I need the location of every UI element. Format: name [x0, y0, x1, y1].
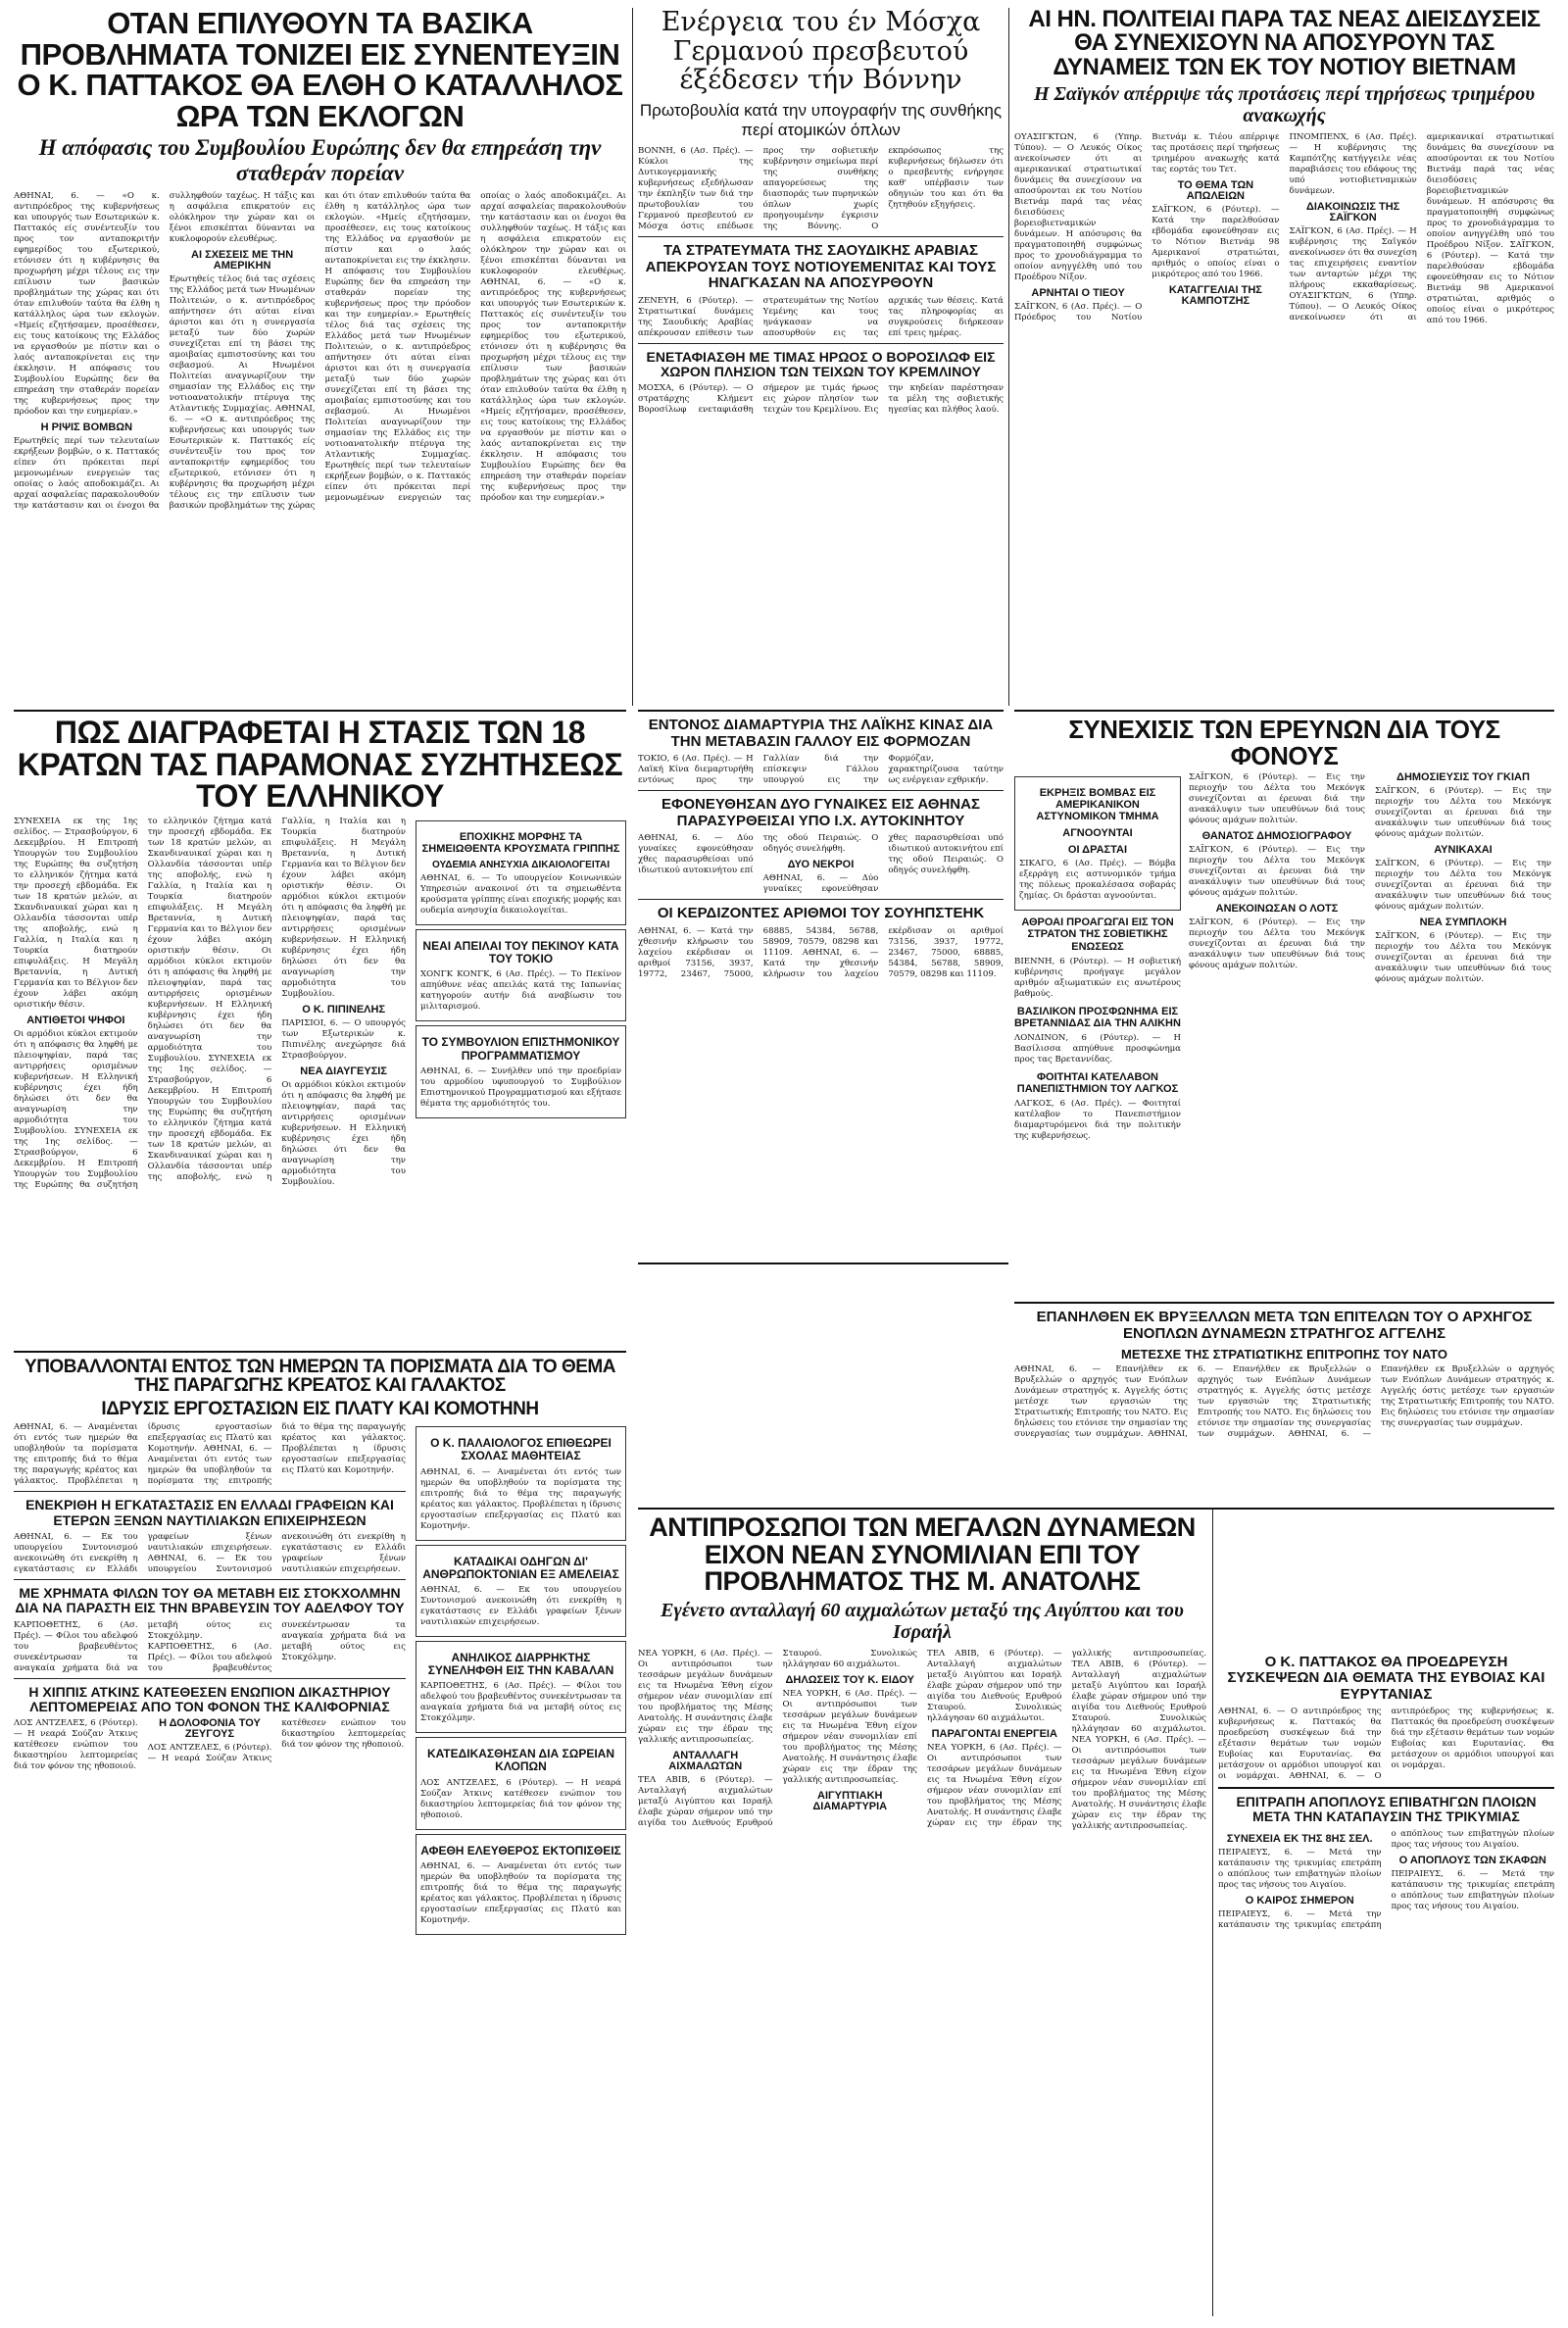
lower-left-boxes — [416, 1422, 626, 1939]
lagos-body: ΛΑΓΚΟΣ, 6 (Ασ. Πρές). — Φοιτηταί κατέλαβον το Πανεπιστήμιον διαμαρτυρόμενοι διά την πολιτικήν της κυβερνήσεως. — [1014, 1098, 1181, 1141]
divider — [638, 1263, 1008, 1264]
divider — [14, 1678, 406, 1679]
top-right-headline: ΑΙ ΗΝ. ΠΟΛΙΤΕΙΑΙ ΠΑΡΑ ΤΑΣ ΝΕΑΣ ΔΙΕΙΣΔΥΣΕΙΣ ΘΑ ΣΥΝΕΧΙΣΟΥΝ ΝΑ ΑΠΟΣΥΡΟΥΝ ΤΑΣ ΔΥΝΑΜΕΙΣ ΤΩΝ ΕΚ ΤΟΥ ΝΟΤΙΟΥ ΒΙΕΤΝΑΜ — [1028, 8, 1541, 80]
mid-left-text-repeat2: Οι αρμόδιοι κύκλοι εκτιμούν ότι η απόφασις θα ληφθή με πλειοψηφίαν, παρά τας αντιρρήσεις ορισμένων κυβερνήσεων. Η Ελληνική κυβέρνησις έχει ήδη δηλώσει ότι δεν θα αναγνωρίση την αρμοδιότητα του Συμβουλίου. — [147, 945, 272, 1064]
nato-subhead: ΜΕΤΕΣΧΕ ΤΗΣ ΣΤΡΑΤΙΩΤΙΚΗΣ ΕΠΙΤΡΟΠΗΣ ΤΟΥ ΝΑΤΟ — [1121, 1347, 1447, 1362]
mid-right-text4: ΣΑΪΓΚΟΝ, 6 (Ρόυτερ). — Εις την περιοχήν του Δέλτα του Μεκόνγκ συνεχίζονται αι έρευναι διά την ανακάλυψιν των υπευθύνων διά τους φόνους αμάχων πολιτών. — [1375, 786, 1551, 840]
top-right-sub2: ΤΟ ΘΕΜΑ ΤΩΝ ΑΠΩΛΕΙΩΝ — [1177, 179, 1254, 203]
mid-right-body — [1189, 772, 1551, 985]
top-mid-headline: Ενέργεια του έν Μόσχα Γερμανού πρεσβευτού έξέδεσεν τήν Βόννην — [661, 8, 981, 96]
released-title: ΑΦΕΘΗ ΕΛΕΥΘΕΡΟΣ ΕΚΤΟΠΙΣΘΕΙΣ — [420, 1843, 621, 1857]
top-mid-section — [638, 8, 1004, 706]
mid-left-sub-pipinelis: Ο Κ. ΠΙΠΙΝΕΛΗΣ — [302, 1003, 386, 1015]
lower-left-main — [14, 1422, 406, 1776]
divider — [14, 1351, 626, 1353]
drivers-title: ΚΑΤΑΔΙΚΑΙ ΟΔΗΓΩΝ ΔΙ' ΑΝΘΡΩΠΟΚΤΟΝΙΑΝ ΕΞ ΑΜΕΛΕΙΑΣ — [422, 1554, 619, 1581]
mid-center-stack — [638, 710, 1004, 1259]
nato-text: ΑΘΗΝΑΙ, 6. — Επανήλθεν εκ Βρυξελλών ο αρχηγός των Ενόπλων Δυνάμεων στρατηγός κ. Αγγελής όστις μετέσχε των εργασιών της Στρατιωτικής Επιτροπής του ΝΑΤΟ. Εις δηλώσεις του ετόνισε την σημασίαν της συνεργασίας των συμμάχων. — [1014, 1364, 1188, 1439]
accident-sub: ΔΥΟ ΝΕΚΡΟΙ — [787, 859, 855, 870]
meat-text-repeat: ΑΘΗΝΑΙ, 6. — Αναμένεται ότι εντός των ημερών θα υποβληθούν τα πορίσματα της επιτροπής διά το θέμα της παραγωγής κρέατος και γάλακτος. Προβλέπεται η ίδρυσις εργοστασίων επεξεργασίας εις Πλατύ και Κομοτηνήν. — [147, 1422, 406, 1487]
divider — [638, 236, 1004, 237]
paleologos-body: ΑΘΗΝΑΙ, 6. — Αναμένεται ότι εντός των ημερών θα υποβληθούν τα πορίσματα της επιτροπής διά το θέμα της παραγωγής κρέατος και γάλακτος. Προβλέπεται η ίδρυσις εργοστασίων επεξεργασίας εις Πλατύ και Κομοτηνήν. — [420, 1466, 621, 1531]
lottery-headline: ΟΙ ΚΕΡΔΙΖΟΝΤΕΣ ΑΡΙΘΜΟΙ ΤΟΥ ΣΟΥΗΠΣΤΕΗΚ — [657, 905, 985, 921]
accident-text: ΑΘΗΝΑΙ, 6. — Δύο γυναίκες εφονεύθησαν χθες παρασυρθείσαι υπό ιδιωτικού αυτοκινήτου επί της οδού Πειραιώς. Ο οδηγός συνελήφθη. — [638, 833, 879, 875]
accident-body — [638, 833, 1004, 895]
column-rule — [1212, 1508, 1213, 2316]
mid-right-left-stack — [1014, 772, 1181, 1146]
divider — [638, 899, 1004, 900]
nato-section — [1014, 1302, 1554, 1503]
burglar-title: ΑΝΗΛΙΚΟΣ ΔΙΑΡΡΗΚΤΗΣ ΣΥΝΕΛΗΦΘΗ ΕΙΣ ΤΗΝ ΚΑΒΑΛΑΝ — [427, 1650, 614, 1678]
nato-body — [1014, 1364, 1554, 1440]
divider — [638, 710, 1004, 712]
bomb-box — [1014, 776, 1181, 911]
stockholm-text: ΚΑΡΠΟΘΕΤΗΣ, 6 (Ασ. Πρές). — Φίλοι του αδελφού του βραβευθέντος συνεκέντρωσαν τα αναγκαία χρήματα διά να μεταβή ούτος εις Στοκχόλμην. — [14, 1619, 272, 1673]
accident-headline: ΕΦΟΝΕΥΘΗΣΑΝ ΔΥΟ ΓΥΝΑΙΚΕΣ ΕΙΣ ΑΘΗΝΑΣ ΠΑΡΑΣΥΡΘΕΙΣΑΙ ΥΠΟ Ι.Χ. ΑΥΤΟΚΙΝΗΤΟΥ — [662, 796, 980, 829]
top-right-text5: ΣΑΪΓΚΟΝ, 6 (Ασ. Πρές). — Η κυβέρνησις της Σαϊγκόν ανεκοίνωσεν ότι θα συνεχίση τας επιχειρήσεις εναντίον των ανταρτών μέχρι της πλήρους εκκαθαρίσεως. — [1289, 226, 1417, 291]
ships-sub4: Ο ΑΠΟΠΛΟΥΣ ΤΩΝ ΣΚΑΦΩΝ — [1398, 1854, 1546, 1866]
burglar-box — [416, 1641, 626, 1733]
atkins-body — [14, 1718, 406, 1772]
mideast-sub1: ΑΝΤΑΛΛΑΓΗ ΑΙΧΜΑΛΩΤΩΝ — [668, 1749, 743, 1772]
lottery-body — [638, 926, 1004, 980]
mid-right-sub4: ΑΥΝΙΚΑΧΑΙ — [1434, 844, 1493, 857]
divider — [638, 343, 1004, 344]
ships-text3: ΠΕΙΡΑΙΕΥΣ, 6. — Μετά την κατάπαυσιν της τρικυμίας επετράπη ο απόπλους των επιβατηγών πλοίων προς τας νήσους του Αιγαίου. — [1391, 1868, 1554, 1911]
bomb-box-body: ΣΙΚΑΓΟ, 6 (Ασ. Πρές). — Βόμβα εξερράγη εις αστυνομικόν τμήμα της πόλεως προκαλέσασα σοβαράς ζημίας. Οι δράσται αγνοούνται. — [1019, 859, 1176, 902]
mid-left-section — [14, 710, 626, 1347]
released-box — [416, 1834, 626, 1935]
nato-text-repeat2: ΑΘΗΝΑΙ, 6. — Επανήλθεν εκ Βρυξελλών ο αρχηγός των Ενόπλων Δυνάμεων στρατηγός κ. Αγγελής όστις μετέσχε των εργασιών της Στρατιωτικής Επιτροπής του ΝΑΤΟ. Εις δηλώσεις του ετόνισε την σημασίαν της συνεργασίας των συμμάχων. — [1288, 1364, 1554, 1439]
drivers-body: ΑΘΗΝΑΙ, 6. — Εκ του υπουργείου Συντονισμού ανεκοινώθη ότι ενεκρίθη η εγκατάστασις εν Ελλάδι γραφείων ξένων ναυτιλιακών επιχειρήσεων. — [420, 1584, 621, 1627]
mid-left-text2: Οι αρμόδιοι κύκλοι εκτιμούν ότι η απόφασις θα ληφθή με πλειοψηφίαν, παρά τας αντιρρήσεις ορισμένων κυβερνήσεων. Η Ελληνική κυβέρνησις έχει ήδη δηλώσει ότι δεν θα αναγνωρίση την αρμοδιότητα του Συμβουλίου. — [14, 1028, 138, 1136]
shipping-text: ΑΘΗΝΑΙ, 6. — Εκ του υπουργείου Συντονισμού ανεκοινώθη ότι ενεκρίθη η εγκατάστασις εν Ελλάδι γραφείων ξένων ναυτιλιακών επιχειρήσεων. — [14, 1531, 272, 1574]
mid-left-text: ΣΥΝΕΧΕΙΑ εκ της 1ης σελίδος. — Στρασβούργον, 6 Δεκεμβρίου. Η Επιτροπή Υπουργών του Συμβουλίου της Ευρώπης θα συζητήση το ελληνικόν ζήτημα κατά την προσεχή εβδομάδα. Εκ των 18 κρατών μελών, αι Σκανδιναυικαί χώραι και η Ολλανδία τάσσονται υπέρ της αποβολής, ενώ η Γαλλία, η Ιταλία και η Τουρκία διατηρούν επιφυλάξεις. Η Μεγάλη Βρεταννία, η Δυτική Γερμανία και το Βέλγιον δεν έχουν λάβει ακόμη οριστικήν θέσιν. — [14, 816, 138, 1010]
mideast-text3: ΝΕΑ ΥΟΡΚΗ, 6 (Ασ. Πρές). — Οι αντιπρόσωποι των τεσσάρων μεγάλων δυνάμεων εις τα Ηνωμένα Έθνη είχον σήμερον νέαν συνομιλίαν επί του προβλήματος της Μέσης Ανατολής. Η συνάντησις έλαβε χώραν εις την έδραν της γαλλικής αντιπροσωπείας. — [782, 1688, 917, 1785]
top-left-text2: Ερωτηθείς περί των τελευταίων εκρήξεων βομβών, ο κ. Παττακός είπεν ότι πρόκειται περί μεμονωμένων ενεργειών τας οποίας ο λαός αποδοκιμάζει. Αι αρχαί ασφαλείας παρακολουθούν την κατάστασιν και οι ένοχοι θα συλληφθούν ταχέως. Η τάξις και η ασφάλεια επικρατούν εις ολόκληρον την χώραν και οι ξένοι επισκέπται δύνανται να κυκλοφορούν ελευθέρως. — [14, 191, 316, 512]
mid-left-headline: ΠΩΣ ΔΙΑΓΡΑΦΕΤΑΙ Η ΣΤΑΣΙΣ ΤΩΝ 18 ΚΡΑΤΩΝ ΤΑΣ ΠΑΡΑΜΟΝΑΣ ΣΥΖΗΤΗΣΕΩΣ ΤΟΥ ΕΛΛΗΝΙΚΟΥ — [17, 715, 623, 815]
shipping-text-repeat: ΑΘΗΝΑΙ, 6. — Εκ του υπουργείου Συντονισμού ανεκοινώθη ότι ενεκρίθη η εγκατάστασις εν Ελλάδι γραφείων ξένων ναυτιλιακών επιχειρήσεων. — [147, 1531, 406, 1574]
released-body: ΑΘΗΝΑΙ, 6. — Αναμένεται ότι εντός των ημερών θα υποβληθούν τα πορίσματα της επιτροπής διά το θέμα της παραγωγής κρέατος και γάλακτος. Προβλέπεται η ίδρυσις εργοστασίων επεξεργασίας εις Πλατύ και Κομοτηνήν. — [420, 1860, 621, 1925]
mideast-sub3: ΑΙΓΥΠΤΙΑΚΗ ΔΙΑΜΑΡΤΥΡΙΑ — [812, 1789, 888, 1812]
atkins-sub: Η ΔΟΛΟΦΟΝΙΑ ΤΟΥ ΖΕΥΓΟΥΣ — [159, 1717, 261, 1741]
flu-box — [416, 820, 626, 925]
china-body: ΤΟΚΙΟ, 6 (Ασ. Πρές). — Η Λαϊκή Κίνα διεμαρτυρήθη εντόνως προς την Γαλλίαν διά την επίσκεψιν Γάλλου υπουργού εις την Φορμόζαν, χαρακτηρίζουσα ταύτην ως ενέργειαν εχθρικήν. — [638, 754, 1004, 785]
meat-text: ΑΘΗΝΑΙ, 6. — Αναμένεται ότι εντός των ημερών θα υποβληθούν τα πορίσματα της επιτροπής διά το θέμα της παραγωγής κρέατος και γάλακτος. Προβλέπεται η ίδρυσις εργοστασίων επεξεργασίας εις Πλατύ και Κομοτηνήν. — [14, 1422, 272, 1487]
top-left-body — [14, 191, 626, 512]
mid-left-text-repeat3: ΣΥΝΕΧΕΙΑ εκ της 1ης σελίδος. — Στρασβούργον, 6 Δεκεμβρίου. Η Επιτροπή Υπουργών του Συμβουλίου της Ευρώπης θα συζητήση το ελληνικόν ζήτημα κατά την προσεχή εβδομάδα. Εκ των 18 κρατών μελών, αι Σκανδιναυικαί χώραι και η Ολλανδία τάσσονται υπέρ της αποβολής, ενώ η Γαλλία, η Ιταλία και η Τουρκία διατηρούν επιφυλάξεις. Η Μεγάλη Βρεταννία, η Δυτική Γερμανία και το Βέλγιον δεν έχουν λάβει ακόμη οριστικήν θέσιν. — [147, 816, 406, 1182]
top-mid-headline3: ΕΝΕΤΑΦΙΑΣΘΗ ΜΕ ΤΙΜΑΣ ΗΡΩΟΣ Ο ΒΟΡΟΣΙΛΩΦ ΕΙΣ ΧΩΡΟΝ ΠΛΗΣΙΟΝ ΤΩΝ ΤΕΙΧΩΝ ΤΟΥ ΚΡΕΜΛΙΝΟΥ — [646, 348, 996, 379]
mideast-sub2: ΔΗΛΩΣΕΙΣ ΤΟΥ Κ. ΕΙΔΟΥ — [785, 1673, 914, 1686]
atkins-headline: Η ΧΙΠΠΙΣ ΑΤΚΙΝΣ ΚΑΤΕΘΕΣΕΝ ΕΝΩΠΙΟΝ ΔΙΚΑΣΤΗΡΙΟΥ ΛΕΠΤΟΜΕΡΕΙΑΣ ΑΠΟ ΤΟΝ ΦΟΝΟΝ ΤΗΣ ΚΑΛΙΦΟΡΝΙΑΣ — [28, 1683, 391, 1715]
mideast-body — [638, 1649, 1206, 1832]
burglar-body: ΚΑΡΠΟΘΕΤΗΣ, 6 (Ασ. Πρές). — Φίλοι του αδελφού του βραβευθέντος συνεκέντρωσαν τα αναγκαία χρήματα διά να μεταβή ούτος εις Στοκχόλμην. — [420, 1681, 621, 1724]
divider — [1218, 1787, 1554, 1789]
mid-right-text5: ΣΑΪΓΚΟΝ, 6 (Ρόυτερ). — Εις την περιοχήν του Δέλτα του Μεκόνγκ συνεχίζονται αι έρευναι διά την ανακάλυψιν των υπευθύνων διά τους φόνους αμάχων πολιτών. — [1375, 859, 1551, 913]
top-left-text-repeat: ΑΘΗΝΑΙ, 6. — «Ο κ. αντιπρόεδρος της κυβερνήσεως και υπουργός των Εσωτερικών κ. Παττακός είς συνέντευξίν του προς τον ανταποκριτήν εφημερίδος του εξωτερικού, ετόνισεν ότι η κυβέρνησις θα προχωρήση μέχρι τέλους εις την επίλυσιν των βασικών προβλημάτων της χώρας και ότι όταν επιλυθούν ταύτα θα έλθη η κατάλληλος ώρα των εκλογών. «Ημείς εζητήσαμεν, προσέθεσεν, εις τους κατοίκους της Ελλάδος να εργασθούν με πίστιν και ο λαός ανταποκρίνεται εις την έκκλησιν. Η απόφασις του Συμβουλίου Ευρώπης δεν θα επηρεάση την σταθεράν πορείαν της κυβερνήσεως προς την πρόοδον και την ευημερίαν.» — [169, 191, 471, 512]
mid-right-sub3: ΔΗΜΟΣΙΕΥΣΙΣ ΤΟΥ ΓΚΙΑΠ — [1396, 771, 1530, 784]
peking-box-title: ΝΕΑΙ ΑΠΕΙΛΑΙ ΤΟΥ ΠΕΚΙΝΟΥ ΚΑΤΑ ΤΟΥ ΤΟΚΙΟ — [422, 939, 619, 966]
royal-title: ΒΑΣΙΛΙΚΟΝ ΠΡΟΣΦΩΝΗΜΑ ΕΙΣ ΒΡΕΤΑΝΝΙΔΑΣ ΔΙΑ ΤΗΝ ΑΛΙΚΗΝ — [1014, 1005, 1181, 1029]
mid-left-text-repeat4: Οι αρμόδιοι κύκλοι εκτιμούν ότι η απόφασις θα ληφθή με πλειοψηφίαν, παρά τας αντιρρήσεις ορισμένων κυβερνήσεων. Η Ελληνική κυβέρνησις έχει ήδη δηλώσει ότι δεν θα αναγνωρίση την αρμοδιότητα του Συμβουλίου. — [281, 880, 406, 999]
top-right-text-repeat: ΟΥΑΣΙΓΚΤΩΝ, 6 (Υπηρ. Τύπου). — Ο Λευκός Οίκος ανεκοίνωσεν ότι αι αμερικανικαί στρατιωτικαί δυνάμεις θα συνεχίσουν να αποσύρονται εκ του Νοτίου Βιετνάμ παρά τας νέας διεισδύσεις βορειοβιετναμικών δυνάμεων. Η απόσυρσις θα πραγματοποιηθή συμφώνως προς το χρονοδιάγραμμα το οποίον ανηγγέλθη υπό του Προέδρου Νίξον. — [1289, 132, 1554, 323]
mid-right-text: ΣΑΪΓΚΟΝ, 6 (Ρόυτερ). — Εις την περιοχήν του Δέλτα του Μεκόνγκ συνεχίζονται αι έρευναι διά την ανακάλυψιν των υπευθύνων διά τους φόνους αμάχων πολιτών. — [1189, 772, 1365, 826]
bomb-box-sub1: ΑΓΝΟΟΥΝΤΑΙ — [1062, 827, 1133, 840]
science-box-title: ΤΟ ΣΥΜΒΟΥΛΙΟΝ ΕΠΙΣΤΗΜΟΝΙΚΟΥ ΠΡΟΓΡΑΜΜΑΤΙΣΜΟΥ — [421, 1035, 620, 1063]
column-rule — [632, 8, 633, 706]
accident-text-repeat: ΑΘΗΝΑΙ, 6. — Δύο γυναίκες εφονεύθησαν χθες παρασυρθείσαι υπό ιδιωτικού αυτοκινήτου επί της οδού Πειραιώς. Ο οδηγός συνελήφθη. — [762, 833, 1004, 894]
top-mid-subhead: Πρωτοβουλία κατά την υπογραφήν της συνθήκης περί ατομικών όπλων — [639, 101, 1003, 140]
lagos-title: ΦΟΙΤΗΤΑΙ ΚΑΤΕΛΑΒΟΝ ΠΑΝΕΠΙΣΤΗΜΙΟΝ ΤΟΥ ΛΑΓΚΟΣ — [1016, 1070, 1179, 1095]
flu-box-sub: ΟΥΔΕΜΙΑ ΑΝΗΣΥΧΙΑ ΔΙΚΑΙΟΛΟΓΕΙΤΑΙ — [432, 860, 610, 871]
lower-right-stack — [1218, 1649, 1554, 1935]
paleologos-box — [416, 1426, 626, 1540]
flu-box-title: ΕΠΟΧΙΚΗΣ ΜΟΡΦΗΣ ΤΑ ΣΗΜΕΙΩΘΕΝΤΑ ΚΡΟΥΣΜΑΤΑ ΓΡΙΠΠΗΣ — [421, 830, 620, 855]
peking-box-body: ΧΟΝΓΚ ΚΟΝΓΚ, 6 (Ασ. Πρές). — Το Πεκίνον απηύθυνε νέας απειλάς κατά της Ιαπωνίας κατηγορούν αυτήν διά αναβίωσιν του μιλιταρισμού. — [420, 969, 621, 1013]
top-mid-body3: ΜΟΣΧΑ, 6 (Ρόυτερ). — Ο στρατάρχης Κλήμεντ Βοροσίλωφ ενεταφιάσθη σήμερον με τιμάς ήρωος εις χώρον πλησίον των τειχών του Κρεμλίνου. Εις την κηδείαν παρέστησαν τα μέλη της σοβιετικής ηγεσίας και πλήθος λαού. — [638, 383, 1004, 416]
china-headline: ΕΝΤΟΝΟΣ ΔΙΑΜΑΡΤΥΡΙΑ ΤΗΣ ΛΑΪΚΗΣ ΚΙΝΑΣ ΔΙΑ ΤΗΝ ΜΕΤΑΒΑΣΙΝ ΓΑΛΛΟΥ ΕΙΣ ΦΟΡΜΟΖΑΝ — [648, 717, 994, 750]
top-right-text3: ΣΑΪΓΚΟΝ, 6 (Ρόυτερ). — Κατά την παρελθούσαν εβδομάδα εφονεύθησαν εις το Νότιον Βιετνάμ 98 Αμερικανοί στρατιώται, αριθμός ο οποίος είναι ο μικρότερος από του 1966. — [1152, 205, 1280, 280]
top-left-text-repeat3: Ερωτηθείς περί των τελευταίων εκρήξεων βομβών, ο κ. Παττακός είπεν ότι πρόκειται περί μεμονωμένων ενεργειών τας οποίας ο λαός αποδοκιμάζει. Αι αρχαί ασφαλείας παρακολουθούν την κατάστασιν και οι ένοχοι θα συλληφθούν ταχέως. Η τάξις και η ασφάλεια επικρατούν εις ολόκληρον την χώραν και οι ξένοι επισκέπται δύνανται να κυκλοφορούν ελευθέρως. — [324, 191, 626, 504]
pattakos-body — [1218, 1707, 1554, 1782]
divider — [638, 790, 1004, 791]
shipping-headline: ΕΝΕΚΡΙΘΗ Η ΕΓΚΑΤΑΣΤΑΣΙΣ ΕΝ ΕΛΛΑΔΙ ΓΡΑΦΕΙΩΝ ΚΑΙ ΕΤΕΡΩΝ ΞΕΝΩΝ ΝΑΥΤΙΛΙΑΚΩΝ ΕΠΙΧΕΙΡΗΣΕΩΝ — [25, 1497, 394, 1528]
mid-right-sub5: ΝΕΑ ΣΥΜΠΛΟΚΗ — [1419, 916, 1507, 929]
atkins-text-repeat: ΛΟΣ ΑΝΤΖΕΛΕΣ, 6 (Ρόυτερ). — Η νεαρά Σούζαν Άτκινς κατέθεσεν ενώπιον του δικαστηρίου λεπτομερείας διά τον φόνον της ηθοποιού. — [147, 1718, 406, 1764]
flu-box-body: ΑΘΗΝΑΙ, 6. — Το υπουργείον Κοινωνικών Υπηρεσιών ανακοινοί ότι τα σημειωθέντα κρούσματα γρίππης είναι εποχικής μορφής και ουδεμία ανησυχία δικαιολογείται. — [420, 873, 621, 916]
bomb-box-sub2: ΟΙ ΔΡΑΣΤΑΙ — [1067, 844, 1128, 857]
theft-title: ΚΑΤΕΔΙΚΑΣΘΗΣΑΝ ΔΙΑ ΣΩΡΕΙΑΝ ΚΛΟΠΩΝ — [426, 1747, 615, 1774]
top-right-text: ΟΥΑΣΙΓΚΤΩΝ, 6 (Υπηρ. Τύπου). — Ο Λευκός Οίκος ανεκοίνωσεν ότι αι αμερικανικαί στρατιωτικαί δυνάμεις θα συνεχίσουν να αποσύρονται εκ του Νοτίου Βιετνάμ παρά τας νέας διεισδύσεις βορειοβιετναμικών δυνάμεων. Η απόσυρσις θα πραγματοποιηθή συμφώνως προς το χρονοδιάγραμμα το οποίον ανηγγέλθη υπό του Προέδρου Νίξον. — [1014, 132, 1143, 283]
top-mid-headline2: ΤΑ ΣΤΡΑΤΕΥΜΑΤΑ ΤΗΣ ΣΑΟΥΔΙΚΗΣ ΑΡΑΒΙΑΣ ΑΠΕΚΡΟΥΣΑΝ ΤΟΥΣ ΝΟΤΙΟΥΕΜΕΝΙΤΑΣ ΚΑΙ ΤΟΥΣ ΗΝΑΓΚΑΣΑΝ ΝΑ ΑΠΟΣΥΡΘΟΥΝ — [645, 242, 997, 292]
divider — [638, 1508, 1554, 1510]
mid-left-boxes — [416, 817, 626, 1122]
promotions-body: ΒΙΕΝΝΗ, 6 (Ρόυτερ). — Η σοβιετική κυβέρνησις προήγαγε μεγάλον αριθμόν αξιωματικών εις ανωτέρους βαθμούς. — [1014, 956, 1181, 999]
stockholm-body — [14, 1620, 406, 1674]
mideast-text4: ΤΕΛ ΑΒΙΒ, 6 (Ρόυτερ). — Ανταλλαγή αιχμαλώτων μεταξύ Αιγύπτου και Ισραήλ έλαβε χώραν σήμερον υπό την αιγίδα του Διεθνούς Ερυθρού Σταυρού. Συνολικώς ηλλάγησαν 60 αιχμάλωτοι. — [927, 1648, 1062, 1723]
top-left-text3: Ερωτηθείς τέλος διά τας σχέσεις της Ελλάδος μετά των Ηνωμένων Πολιτειών, ο κ. αντιπρόεδρος απήντησεν ότι αύται είναι άριστοι και ότι η συνεργασία μεταξύ των δύο χωρών συνεχίζεται επί τη βάσει της αμοιβαίας εμπιστοσύνης και του σεβασμού. Αι Ηνωμένοι Πολιτείαι αναγνωρίζουν την σημασίαν της Ελλάδος εις την νοτιοανατολικήν πτέρυγα της Ατλαντικής Συμμαχίας. — [169, 274, 316, 415]
stockholm-headline: ΜΕ ΧΡΗΜΑΤΑ ΦΙΛΩΝ ΤΟΥ ΘΑ ΜΕΤΑΒΗ ΕΙΣ ΣΤΟΚΧΟΛΜΗΝ ΔΙΑ ΝΑ ΠΑΡΑΣΤΗ ΕΙΣ ΤΗΝ ΒΡΑΒΕΥΣΙΝ ΤΟΥ ΑΔΕΛΦΟΥ ΤΟΥ — [15, 1584, 405, 1616]
mideast-wide — [638, 1508, 1554, 2316]
newspaper-page — [14, 8, 1554, 2316]
drivers-box — [416, 1545, 626, 1637]
paleologos-title: Ο Κ. ΠΑΛΑΙΟΛΟΓΟΣ ΕΠΙΘΕΩΡΕΙ ΣΧΟΛΑΣ ΜΑΘΗΤΕΙΑΣ — [430, 1436, 612, 1463]
ships-headline: ΕΠΙΤΡΑΠΗ ΑΠΟΠΛΟΥΣ ΕΠΙΒΑΤΗΓΩΝ ΠΛΟΙΩΝ ΜΕΤΑ ΤΗΝ ΚΑΤΑΠΑΥΣΙΝ ΤΗΣ ΤΡΙΚΥΜΙΑΣ — [1236, 1794, 1537, 1825]
mideast-text5: ΝΕΑ ΥΟΡΚΗ, 6 (Ασ. Πρές). — Οι αντιπρόσωποι των τεσσάρων μεγάλων δυνάμεων εις τα Ηνωμένα Έθνη είχον σήμερον νέαν συνομιλίαν επί του προβλήματος της Μέσης Ανατολής. Η συνάντησις έλαβε χώραν εις την έδραν της γαλλικής αντιπροσωπείας. — [927, 1648, 1206, 1828]
science-box — [416, 1025, 626, 1117]
top-left-section — [14, 8, 626, 706]
mid-right-text2: ΣΑΪΓΚΟΝ, 6 (Ρόυτερ). — Εις την περιοχήν του Δέλτα του Μεκόνγκ συνεχίζονται αι έρευναι διά την ανακάλυψιν των υπευθύνων διά τους φόνους αμάχων πολιτών. — [1189, 845, 1365, 899]
atkins-text: ΛΟΣ ΑΝΤΖΕΛΕΣ, 6 (Ρόυτερ). — Η νεαρά Σούζαν Άτκινς κατέθεσεν ενώπιον του δικαστηρίου λεπτομερείας διά τον φόνον της ηθοποιού. — [14, 1718, 138, 1772]
lottery-text: ΑΘΗΝΑΙ, 6. — Κατά την χθεσινήν κλήρωσιν του λαχείου εκέρδισαν οι αριθμοί 73156, 3937, 19772, 23467, 75000, 68885, 54384, 56788, 58909, 70579, 08298 και 11109. — [638, 925, 879, 979]
mid-right-sub1: ΘΑΝΑΤΟΣ ΔΗΜΟΣΙΟΓΡΑΦΟΥ — [1201, 830, 1352, 843]
nato-headline: ΕΠΑΝΗΛΘΕΝ ΕΚ ΒΡΥΞΕΛΛΩΝ ΜΕΤΑ ΤΩΝ ΕΠΙΤΕΛΩΝ ΤΟΥ Ο ΑΡΧΗΓΟΣ ΕΝΟΠΛΩΝ ΔΥΝΑΜΕΩΝ ΣΤΡΑΤΗΓΟΣ ΑΓΓΕΛΗΣ — [1036, 1309, 1533, 1342]
pattakos-text: ΑΘΗΝΑΙ, 6. — Ο αντιπρόεδρος της κυβερνήσεως κ. Παττακός θα προεδρεύση συσκέψεων διά την εξέτασιν θεμάτων των νομών Ευβοίας και Ευρυτανίας. Θα μετάσχουν οι αρμόδιοι υπουργοί και οι νομάρχαι. — [1218, 1707, 1382, 1782]
top-right-sub4: ΔΙΑΚΟΙΝΩΣΙΣ ΤΗΣ ΣΑΪΓΚΟΝ — [1305, 201, 1400, 224]
top-left-sub2: ΑΙ ΣΧΕΣΕΙΣ ΜΕ ΤΗΝ ΑΜΕΡΙΚΗΝ — [191, 249, 294, 272]
divider — [14, 1491, 406, 1492]
ships-sub3: Ο ΚΑΙΡΟΣ ΣΗΜΕΡΟΝ — [1245, 1894, 1354, 1907]
mid-right-text3: ΣΑΪΓΚΟΝ, 6 (Ρόυτερ). — Εις την περιοχήν του Δέλτα του Μεκόνγκ συνεχίζονται αι έρευναι διά την ανακάλυψιν των υπευθύνων διά τους φόνους αμάχων πολιτών. — [1189, 917, 1365, 971]
mideast-headline: ΑΝΤΙΠΡΟΣΩΠΟΙ ΤΩΝ ΜΕΓΑΛΩΝ ΔΥΝΑΜΕΩΝ ΕΙΧΟΝ ΝΕΑΝ ΣΥΝΟΜΙΛΙΑΝ ΕΠΙ ΤΟΥ ΠΡΟΒΛΗΜΑΤΟΣ ΤΗΣ Μ. ΑΝΑΤΟΛΗΣ — [649, 1512, 1196, 1597]
top-right-text-repeat2: ΣΑΪΓΚΟΝ, 6 (Ρόυτερ). — Κατά την παρελθούσαν εβδομάδα εφονεύθησαν εις το Νότιον Βιετνάμ 98 Αμερικανοί στρατιώται, αριθμός ο οποίος είναι ο μικρότερος από του 1966. — [1426, 240, 1554, 326]
top-mid-body: ΒΟΝΝΗ, 6 (Ασ. Πρές). — Κύκλοι της Δυτικογερμανικής κυβερνήσεως εξεδήλωσαν την έκπληξίν των διά την πρωτοβουλίαν του Γερμανού πρεσβευτού εν Μόσχα όστις επέδωσε προς την σοβιετικήν κυβέρνησιν σημείωμα περί της συνθήκης απαγορεύσεως της διασποράς των πυρηνικών όπλων χωρίς προηγουμένην έγκρισιν της Βόννης. Ο εκπρόσωπος της κυβερνήσεως δήλωσεν ότι ο πρεσβευτής ενήργησε καθ' υπέρβασιν των οδηγιών του και ότι θα ζητηθούν εξηγήσεις. — [638, 146, 1004, 232]
mid-right-section — [1014, 710, 1554, 1298]
meat-headline: ΥΠΟΒΑΛΛΟΝΤΑΙ ΕΝΤΟΣ ΤΩΝ ΗΜΕΡΩΝ ΤΑ ΠΟΡΙΣΜΑΤΑ ΔΙΑ ΤΟ ΘΕΜΑ ΤΗΣ ΠΑΡΑΓΩΓΗΣ ΚΡΕΑΤΟΣ ΚΑΙ ΓΑΛΑΚΤΟΣ — [24, 1357, 615, 1397]
top-right-subhead: Η Σαϊγκόν απέρριψε τάς προτάσεις περί τηρήσεως τριημέρου ανακωχής — [1033, 83, 1536, 127]
top-left-subhead: Η απόφασις του Συμβουλίου Ευρώπης δεν θα επηρεάση την σταθεράν πορείαν — [38, 135, 602, 185]
top-right-section — [1014, 8, 1554, 706]
top-mid-body2: ΖΕΝΕΥΗ, 6 (Ρόυτερ). — Στρατιωτικαί δυνάμεις της Σαουδικής Αραβίας απέκρουσαν επίθεσιν των στρατευμάτων της Νοτίου Υεμένης και τους ηνάγκασαν να αποσυρθούν εις τας αρχικάς των θέσεις. Κατά τας πληροφορίας αι συγκρούσεις διήρκεσαν επί τρεις ημέρας. — [638, 295, 1004, 338]
top-left-text: ΑΘΗΝΑΙ, 6. — «Ο κ. αντιπρόεδρος της κυβερνήσεως και υπουργός των Εσωτερικών κ. Παττακός είς συνέντευξίν του προς τον ανταποκριτήν εφημερίδος του εξωτερικού, ετόνισεν ότι η κυβέρνησις θα προχωρήση μέχρι τέλους εις την επίλυσιν των βασικών προβλημάτων της χώρας και ότι όταν επιλυθούν ταύτα θα έλθη η κατάλληλος ώρα των εκλογών. «Ημείς εζητήσαμεν, προσέθεσεν, εις τους κατοίκους της Ελλάδος να εργασθούν με πίστιν και ο λαός ανταποκρίνεται εις την έκκλησιν. Η απόφασις του Συμβουλίου Ευρώπης δεν θα επηρεάση την σταθεράν πορείαν της κυβερνήσεως προς την πρόοδον και την ευημερίαν.» — [14, 191, 160, 418]
lower-left-section — [14, 1351, 626, 2316]
mid-right-sub2: ΑΝΕΚΟΙΝΩΣΑΝ Ο ΛΟΤΣ — [1215, 903, 1339, 916]
divider — [1014, 1302, 1554, 1304]
royal-body: ΛΟΝΔΙΝΟΝ, 6 (Ρόυτερ). — Η Βασίλισσα απηύθυνε προσφώνημα προς τας Βρεταννίδας. — [1014, 1032, 1181, 1065]
theft-body: ΛΟΣ ΑΝΤΖΕΛΕΣ, 6 (Ρόυτερ). — Η νεαρά Σούζαν Άτκινς κατέθεσεν ενώπιον του δικαστηρίου λεπτομερείας διά τον φόνον της ηθοποιού. — [420, 1777, 621, 1820]
promotions-title: ΑΘΡΟΑΙ ΠΡΟΑΓΩΓΑΙ ΕΙΣ ΤΟΝ ΣΤΡΑΤΟΝ ΤΗΣ ΣΟΒΙΕΤΙΚΗΣ ΕΝΩΣΕΩΣ — [1021, 916, 1174, 953]
meat-body — [14, 1422, 406, 1487]
top-right-body — [1014, 132, 1554, 326]
divider — [1014, 710, 1554, 712]
top-right-text4: ΠΝΟΜΠΕΝΧ, 6 (Ασ. Πρές). — Η κυβέρνησις της Καμπότζης κατήγγειλε νέας παραβιάσεις του εδάφους της υπό νοτιοβιετναμικών δυνάμεων. — [1289, 132, 1417, 197]
stockholm-text-repeat: ΚΑΡΠΟΘΕΤΗΣ, 6 (Ασ. Πρές). — Φίλοι του αδελφού του βραβευθέντος συνεκέντρωσαν τα αναγκαία χρήματα διά να μεταβή ούτος εις Στοκχόλμην. — [147, 1619, 406, 1673]
ships-text2: ΠΕΙΡΑΙΕΥΣ, 6. — Μετά την κατάπαυσιν της τρικυμίας επετράπη ο απόπλους των επιβατηγών πλοίων προς τας νήσους του Αιγαίου. — [1218, 1828, 1554, 1930]
top-left-text-repeat2: Ερωτηθείς τέλος διά τας σχέσεις της Ελλάδος μετά των Ηνωμένων Πολιτειών, ο κ. αντιπρόεδρος απήντησεν ότι αύται είναι άριστοι και ότι η συνεργασία μεταξύ των δύο χωρών συνεχίζεται επί τη βάσει της αμοιβαίας εμπιστοσύνης και του σεβασμού. Αι Ηνωμένοι Πολιτείαι αναγνωρίζουν την σημασίαν της Ελλάδος εις την νοτιοανατολικήν πτέρυγα της Ατλαντικής Συμμαχίας. — [324, 310, 471, 461]
divider — [14, 1579, 406, 1580]
mideast-text2: ΤΕΛ ΑΒΙΒ, 6 (Ρόυτερ). — Ανταλλαγή αιχμαλώτων μεταξύ Αιγύπτου και Ισραήλ έλαβε χώραν σήμερον υπό την αιγίδα του Διεθνούς Ερυθρού Σταυρού. Συνολικώς ηλλάγησαν 60 αιχμάλωτοι. — [638, 1648, 917, 1828]
peking-box — [416, 929, 626, 1021]
top-right-text2: ΣΑΪΓΚΟΝ, 6 (Ασ. Πρές). — Ο Πρόεδρος του Νοτίου Βιετνάμ κ. Τιέου απέρριψε τας προτάσεις περί τηρήσεως τριημέρου ανακωχής κατά τας εορτάς του Τετ. — [1014, 132, 1280, 323]
mideast-text: ΝΕΑ ΥΟΡΚΗ, 6 (Ασ. Πρές). — Οι αντιπρόσωποι των τεσσάρων μεγάλων δυνάμεων εις τα Ηνωμένα Έθνη είχον σήμερον νέαν συνομιλίαν επί του προβλήματος της Μέσης Ανατολής. Η συνάντησις έλαβε χώραν εις την έδραν της γαλλικής αντιπροσωπείας. — [638, 1648, 773, 1745]
mid-left-body — [14, 817, 406, 1191]
ships-sub2: ΣΥΝΕΧΕΙΑ ΕΚ ΤΗΣ 8ΗΣ ΣΕΛ. — [1226, 1832, 1373, 1845]
top-left-sub1: Η ΡΙΨΙΣ ΒΟΜΒΩΝ — [40, 421, 133, 434]
top-left-headline: ΟΤΑΝ ΕΠΙΛΥΘΟΥΝ ΤΑ ΒΑΣΙΚΑ ΠΡΟΒΛΗΜΑΤΑ ΤΟΝΙΖΕΙ ΕΙΣ ΣΥΝΕΝΤΕΥΞΙΝ Ο Κ. ΠΑΤΤΑΚΟΣ ΘΑ ΕΛΘΗ Ο ΚΑΤΑΛΛΗΛΟΣ ΩΡΑ ΤΩΝ ΕΚΛΟΓΩΝ — [17, 8, 623, 133]
column-rule — [1008, 8, 1009, 706]
top-right-sub3: ΚΑΤΑΓΓΕΛΙΑΙ ΤΗΣ ΚΑΜΠΟΤΖΗΣ — [1168, 284, 1262, 308]
pattakos-headline: Ο Κ. ΠΑΤΤΑΚΟΣ ΘΑ ΠΡΟΕΔΡΕΥΣΗ ΣΥΣΚΕΨΕΩΝ ΔΙΑ ΘΕΜΑΤΑ ΤΗΣ ΕΥΒΟΙΑΣ ΚΑΙ ΕΥΡΥΤΑΝΙΑΣ — [1227, 1653, 1545, 1703]
mideast-text7: ΝΕΑ ΥΟΡΚΗ, 6 (Ασ. Πρές). — Οι αντιπρόσωποι των τεσσάρων μεγάλων δυνάμεων εις τα Ηνωμένα Έθνη είχον σήμερον νέαν συνομιλίαν επί του προβλήματος της Μέσης Ανατολής. Η συνάντησις έλαβε χώραν εις την έδραν της γαλλικής αντιπροσωπείας. — [1071, 1734, 1206, 1831]
nato-text-repeat: ΑΘΗΝΑΙ, 6. — Επανήλθεν εκ Βρυξελλών ο αρχηγός των Ενόπλων Δυνάμεων στρατηγός κ. Αγγελής όστις μετέσχε των εργασιών της Στρατιωτικής Επιτροπής του ΝΑΤΟ. Εις δηλώσεις του ετόνισε την σημασίαν της συνεργασίας των συμμάχων. — [1148, 1364, 1371, 1439]
mid-left-text-pipinelis: ΠΑΡΙΣΙΟΙ, 6. — Ο υπουργός των Εξωτερικών κ. Πιπινέλης ανεχώρησε διά Στρασβούργον. — [281, 1017, 406, 1061]
ships-text: ΠΕΙΡΑΙΕΥΣ, 6. — Μετά την κατάπαυσιν της τρικυμίας επετράπη ο απόπλους των επιβατηγών πλοίων προς τας νήσους του Αιγαίου. — [1218, 1847, 1382, 1890]
pattakos-text-repeat: ΑΘΗΝΑΙ, 6. — Ο αντιπρόεδρος της κυβερνήσεως κ. Παττακός θα προεδρεύση συσκέψεων διά την εξέτασιν θεμάτων των νομών Ευβοίας και Ευρυτανίας. Θα μετάσχουν οι αρμόδιοι υπουργοί και οι νομάρχαι. — [1289, 1707, 1554, 1782]
science-box-body: ΑΘΗΝΑΙ, 6. — Συνήλθεν υπό την προεδρίαν του αρμοδίου υφυπουργού το Συμβούλιον Επιστημονικού Προγραμματισμού και εξήτασε θέματα της αρμοδιότητός του. — [420, 1065, 621, 1109]
mid-right-headline: ΣΥΝΕΧΙΣΙΣ ΤΩΝ ΕΡΕΥΝΩΝ ΔΙΑ ΤΟΥΣ ΦΟΝΟΥΣ — [1068, 715, 1500, 770]
mid-left-text-repeat5: Οι αρμόδιοι κύκλοι εκτιμούν ότι η απόφασις θα ληφθή με πλειοψηφίαν, παρά τας αντιρρήσεις ορισμένων κυβερνήσεων. Η Ελληνική κυβέρνησις έχει ήδη δηλώσει ότι δεν θα αναγνωρίση την αρμοδιότητα του Συμβουλίου. — [281, 1079, 406, 1187]
shipping-body — [14, 1532, 406, 1575]
lottery-text-repeat: ΑΘΗΝΑΙ, 6. — Κατά την χθεσινήν κλήρωσιν του λαχείου εκέρδισαν οι αριθμοί 73156, 3937, 19772, 23467, 75000, 68885, 54384, 56788, 58909, 70579, 08298 και 11109. — [762, 925, 1004, 979]
mideast-sub4: ΠΑΡΑΓΟΝΤΑΙ ΕΝΕΡΓΕΙΑ — [931, 1727, 1057, 1740]
divider — [14, 710, 626, 712]
mid-left-sub-nea: ΝΕΑ ΔΙΑΥΓΕΥΣΙΣ — [300, 1065, 387, 1077]
mid-right-text6: ΣΑΪΓΚΟΝ, 6 (Ρόυτερ). — Εις την περιοχήν του Δέλτα του Μεκόνγκ συνεχίζονται αι έρευναι διά την ανακάλυψιν των υπευθύνων διά τους φόνους αμάχων πολιτών. — [1375, 931, 1551, 985]
theft-box — [416, 1737, 626, 1829]
bomb-box-title: ΕΚΡΗΞΙΣ ΒΟΜΒΑΣ ΕΙΣ ΑΜΕΡΙΚΑΝΙΚΟΝ ΑΣΤΥΝΟΜΙΚΟΝ ΤΜΗΜΑ — [1036, 787, 1159, 823]
mid-left-text-repeat: ΣΥΝΕΧΕΙΑ εκ της 1ης σελίδος. — Στρασβούργον, 6 Δεκεμβρίου. Η Επιτροπή Υπουργών του Συμβουλίου της Ευρώπης θα συζητήση το ελληνικόν ζήτημα κατά την προσεχή εβδομάδα. Εκ των 18 κρατών μελών, αι Σκανδιναυικαί χώραι και η Ολλανδία τάσσονται υπέρ της αποβολής, ενώ η Γαλλία, η Ιταλία και η Τουρκία διατηρούν επιφυλάξεις. Η Μεγάλη Βρεταννία, η Δυτική Γερμανία και το Βέλγιον δεν έχουν λάβει ακόμη οριστικήν θέσιν. — [14, 816, 272, 1190]
top-right-sub1: ΑΡΝΗΤΑΙ Ο ΤΙΕΟΥ — [1031, 287, 1125, 300]
ships-body — [1218, 1829, 1554, 1931]
mideast-text6: ΤΕΛ ΑΒΙΒ, 6 (Ρόυτερ). — Ανταλλαγή αιχμαλώτων μεταξύ Αιγύπτου και Ισραήλ έλαβε χώραν σήμερον υπό την αιγίδα του Διεθνούς Ερυθρού Σταυρού. Συνολικώς ηλλάγησαν 60 αιχμάλωτοι. — [1071, 1659, 1206, 1734]
mideast-subhead: Εγένετο ανταλλαγή 60 αιχμαλώτων μεταξύ της Αιγύπτου και του Ισραήλ — [661, 1599, 1184, 1643]
meat-headline-b: ΙΔΡΥΣΙΣ ΕΡΓΟΣΤΑΣΙΩΝ ΕΙΣ ΠΛΑΤΥ ΚΑΙ ΚΟΜΟΤΗΝΗ — [101, 1398, 539, 1419]
mid-left-sub1: ΑΝΤΙΘΕΤΟΙ ΨΗΦΟΙ — [26, 1014, 125, 1026]
top-left-text-repeat4: ΑΘΗΝΑΙ, 6. — «Ο κ. αντιπρόεδρος της κυβερνήσεως και υπουργός των Εσωτερικών κ. Παττακός είς συνέντευξίν του προς τον ανταποκριτήν εφημερίδος του εξωτερικού, ετόνισεν ότι η κυβέρνησις θα προχωρήση μέχρι τέλους εις την επίλυσιν των βασικών προβλημάτων της χώρας και ότι όταν επιλυθούν ταύτα θα έλθη η κατάλληλος ώρα των εκλογών. «Ημείς εζητήσαμεν, προσέθεσεν, εις τους κατοίκους της Ελλάδος να εργασθούν με πίστιν και ο λαός ανταποκρίνεται εις την έκκλησιν. Η απόφασις του Συμβουλίου Ευρώπης δεν θα επηρεάση την σταθεράν πορείαν της κυβερνήσεως προς την πρόοδον και την ευημερίαν.» — [480, 277, 626, 504]
